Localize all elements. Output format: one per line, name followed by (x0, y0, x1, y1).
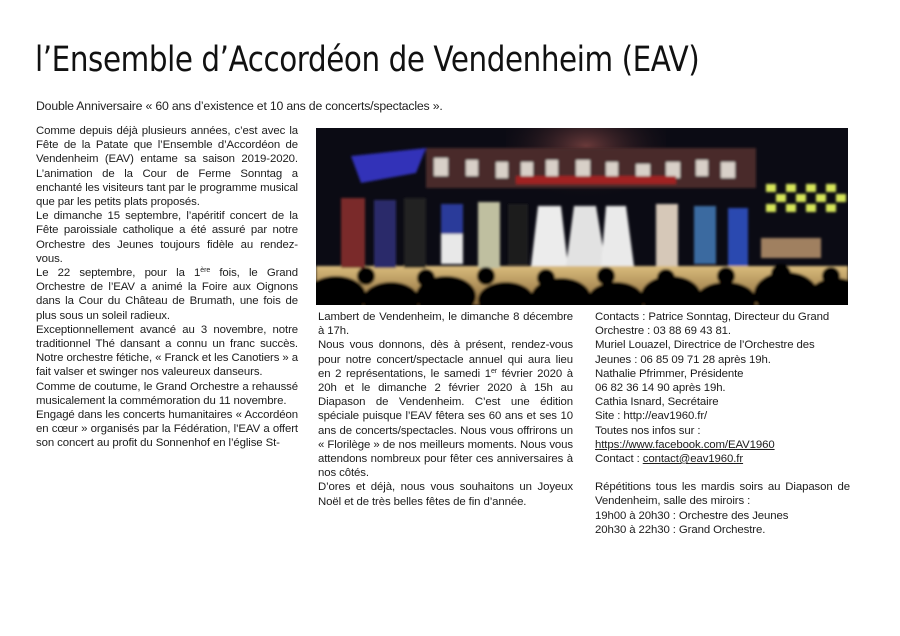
stage-photo-illustration (316, 128, 848, 305)
contact-presidente: Nathalie Pfrimmer, Présidente (595, 367, 744, 380)
text-column-3 (595, 310, 850, 537)
contact-directrice: Muriel Louazel, Directrice de l’Orchestre des Jeunes : 06 85 09 71 28 après 19h. (595, 339, 815, 366)
website-line: Site : http://eav1960.fr/ (595, 410, 708, 423)
schedule-grand-orchestre: 20h30 à 22h30 : Grand Orchestre. (595, 523, 766, 536)
facebook-link[interactable]: https://www.facebook.com/EAV1960 (595, 438, 775, 451)
paragraph-fete-patate: Comme depuis déjà plusieurs années, c’est avec la Fête de la Patate que l’Ensemble d’Accordéon de Vendenheim (EAV) entame sa saison 2019-2020. L’animation de la Cour de Ferme Sonntag a enchanté les visiteurs tant par le programme musical que par les petits plats proposés. (36, 125, 298, 209)
concert-stage-photo (316, 128, 848, 305)
paragraph-accordeon-en-coeur: Engagé dans les concerts humanitaires « Accordéon en cœur » organisés par la Fédération, l’EAV a offert son concert au profit du Sonnenhof en l’église St- (36, 409, 298, 450)
contact-directeur: Contacts : Patrice Sonntag, Directeur du Grand Orchestre : 03 88 69 43 81. (595, 311, 830, 338)
article-subtitle: Double Anniversaire « 60 ans d’existence et 10 ans de concerts/spectacles ». (36, 99, 443, 113)
contact-email-label: Contact : (595, 453, 643, 466)
text-column-1 (36, 124, 298, 451)
paragraph-the-dansant: Exceptionnellement avancé au 3 novembre, notre traditionnel Thé dansant a connu un franc succès. Notre orchestre fétiche, « Franck et les Canotiers » a fait valser et swinger nos valeureux danseurs. (36, 323, 298, 379)
paragraph-commemoration: Comme de coutume, le Grand Orchestre a rehaussé musicalement la commémoration du 11 novembre. (36, 380, 298, 407)
superscript-ere: ère (200, 267, 211, 275)
contact-presidente-phone: 06 82 36 14 90 après 19h. (595, 382, 726, 395)
paragraph-fete-paroissiale: Le dimanche 15 septembre, l’apéritif concert de la Fête paroissiale catholique a été assuré par notre Orchestre des Jeunes toujours fidèle au rendez-vous. (36, 210, 298, 265)
paragraph-concert-sonnenhof-end: Lambert de Vendenheim, le dimanche 8 décembre à 17h. (318, 311, 573, 338)
paragraph-foire-oignons-end: fois, le Grand Orchestre de l’EAV a animé la Foire aux Oignons dans la Cour du Château de Brumath, une fois de plus sous un soleil radieux. (36, 267, 298, 322)
spacer (595, 466, 850, 480)
paragraph-voeux: D’ores et déjà, nous vous souhaitons un Joyeux Noël et de très belles fêtes de fin d’année. (318, 481, 573, 508)
schedule-jeunes: 19h00 à 20h30 : Orchestre des Jeunes (595, 509, 789, 522)
superscript-er: er (490, 367, 497, 375)
article-title: l’Ensemble d’Accordéon de Vendenheim (EAV) (35, 40, 700, 80)
paragraph-concert-spectacle (318, 338, 573, 480)
contact-email-link[interactable]: contact@eav1960.fr (642, 453, 744, 466)
contact-email-line (595, 452, 850, 466)
paragraph-foire-oignons-start: Le 22 septembre, pour la 1 (36, 267, 201, 280)
contact-secretaire: Cathia Isnard, Secrétaire (595, 396, 719, 409)
infos-label: Toutes nos infos sur : (595, 424, 701, 437)
paragraph-foire-oignons (36, 266, 298, 323)
text-column-2 (318, 310, 573, 509)
paragraph-concert-spectacle-end: février 2020 à 20h et le dimanche 2 février 2020 à 15h au Diapason de Vendenheim. C’est une édition spéciale puisque l’EAV fêtera ses 60 ans et ses 10 ans de concerts/spectacles. Nous vous offrirons un « Florilège » de nos meilleurs moments. Nous vous attendons nombreux pour fêter ces anniversaires à nos côtés. (318, 367, 573, 480)
paragraph-concert-spectacle-start: Nous vous donnons, dès à présent, rendez-vous pour notre concert/spectacle annuel qui aura lieu en 2 représentations, le samedi 1 (318, 339, 573, 380)
repetitions-info: Répétitions tous les mardis soirs au Diapason de Vendenheim, salle des miroirs : (595, 481, 850, 508)
